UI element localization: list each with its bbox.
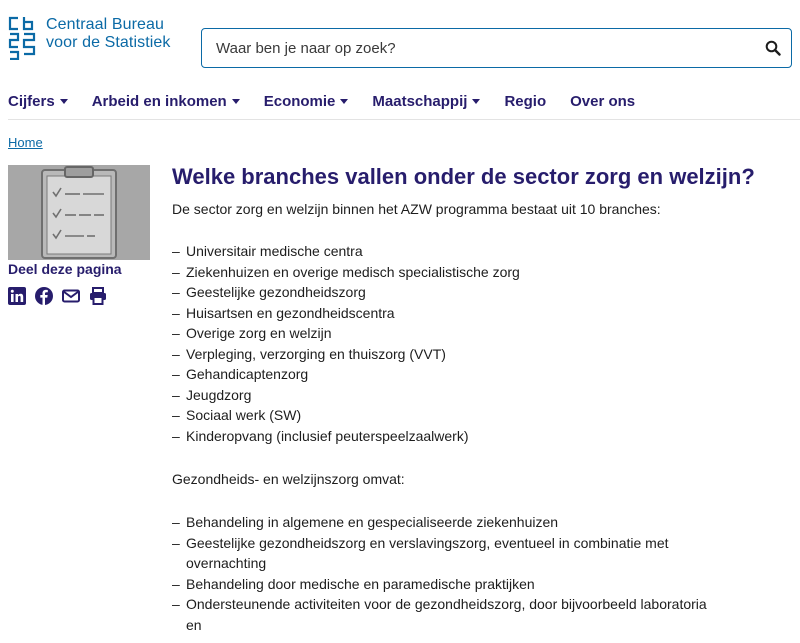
main-content xyxy=(172,163,792,635)
list-item: – Huisartsen en gezondheidscentra xyxy=(172,303,792,324)
list-item: – Behandeling in algemene en gespecialiseerde ziekenhuizen xyxy=(172,512,726,533)
clipboard-icon xyxy=(8,165,150,260)
caret-down-icon xyxy=(60,99,68,104)
caret-down-icon xyxy=(472,99,480,104)
list-item: – Kinderopvang (inclusief peuterspeelzaalwerk) xyxy=(172,426,792,447)
list-item: – Overige zorg en welzijn xyxy=(172,323,792,344)
logo-text xyxy=(46,16,171,52)
search-input[interactable] xyxy=(216,29,756,67)
main-nav xyxy=(8,90,659,112)
nav-divider xyxy=(8,119,800,120)
list-item: – Verpleging, verzorging en thuiszorg (VVT) xyxy=(172,344,792,365)
intro-text: De sector zorg en welzijn binnen het AZW programma bestaat uit 10 branches: xyxy=(172,201,661,217)
nav-item-label: Arbeid en inkomen xyxy=(91,92,227,110)
share-icons xyxy=(8,287,116,305)
list-item: – Ondersteunende activiteiten voor de gezondheidszorg, door bijvoorbeeld laboratoria en xyxy=(172,594,726,635)
cbs-logo-icon xyxy=(8,16,40,60)
nav-item-regio[interactable] xyxy=(504,93,546,110)
logo-line-2: voor de Statistiek xyxy=(46,34,171,51)
sub-intro-text: Gezondheids- en welzijnszorg omvat: xyxy=(172,471,405,487)
caret-down-icon xyxy=(232,99,240,104)
list-item: – Jeugdzorg xyxy=(172,385,792,406)
nav-item-economie[interactable] xyxy=(264,93,349,110)
care-list xyxy=(172,512,792,635)
mail-icon[interactable] xyxy=(62,287,80,305)
nav-item-label: Over ons xyxy=(570,92,636,110)
list-item: – Ziekenhuizen en overige medisch specialistische zorg xyxy=(172,262,792,283)
nav-item-arbeid-en-inkomen[interactable] xyxy=(92,93,240,110)
nav-item-cijfers[interactable] xyxy=(8,93,68,110)
list-item: – Behandeling door medische en paramedische praktijken xyxy=(172,574,726,595)
nav-item-label: Cijfers xyxy=(8,92,55,110)
list-item: – Geestelijke gezondheidszorg en verslavingszorg, eventueel in combinatie met overnachting xyxy=(172,533,726,574)
list-item: – Geestelijke gezondheidszorg xyxy=(172,282,792,303)
list-item: – Universitair medische centra xyxy=(172,241,792,262)
list-item: – Gehandicaptenzorg xyxy=(172,364,792,385)
nav-item-label: Maatschappij xyxy=(372,92,468,110)
hero-image xyxy=(8,165,150,260)
search-box xyxy=(201,28,792,68)
logo-line-1: Centraal Bureau xyxy=(46,16,165,33)
linkedin-icon[interactable] xyxy=(8,287,26,305)
nav-item-label: Regio xyxy=(504,92,547,110)
nav-item-label: Economie xyxy=(263,92,336,110)
print-icon[interactable] xyxy=(89,287,107,305)
page-title: Welke branches vallen onder de sector zorg en welzijn? xyxy=(172,164,755,189)
branches-list xyxy=(172,241,792,446)
caret-down-icon xyxy=(340,99,348,104)
nav-item-maatschappij[interactable] xyxy=(372,93,480,110)
list-item: – Sociaal werk (SW) xyxy=(172,405,792,426)
search-icon[interactable] xyxy=(765,40,781,56)
site-header xyxy=(0,0,800,84)
share-title: Deel deze pagina xyxy=(8,261,122,277)
facebook-icon[interactable] xyxy=(35,287,53,305)
cbs-logo[interactable] xyxy=(8,16,171,60)
nav-item-over-ons[interactable] xyxy=(570,93,635,110)
breadcrumb-home[interactable]: Home xyxy=(8,135,43,150)
